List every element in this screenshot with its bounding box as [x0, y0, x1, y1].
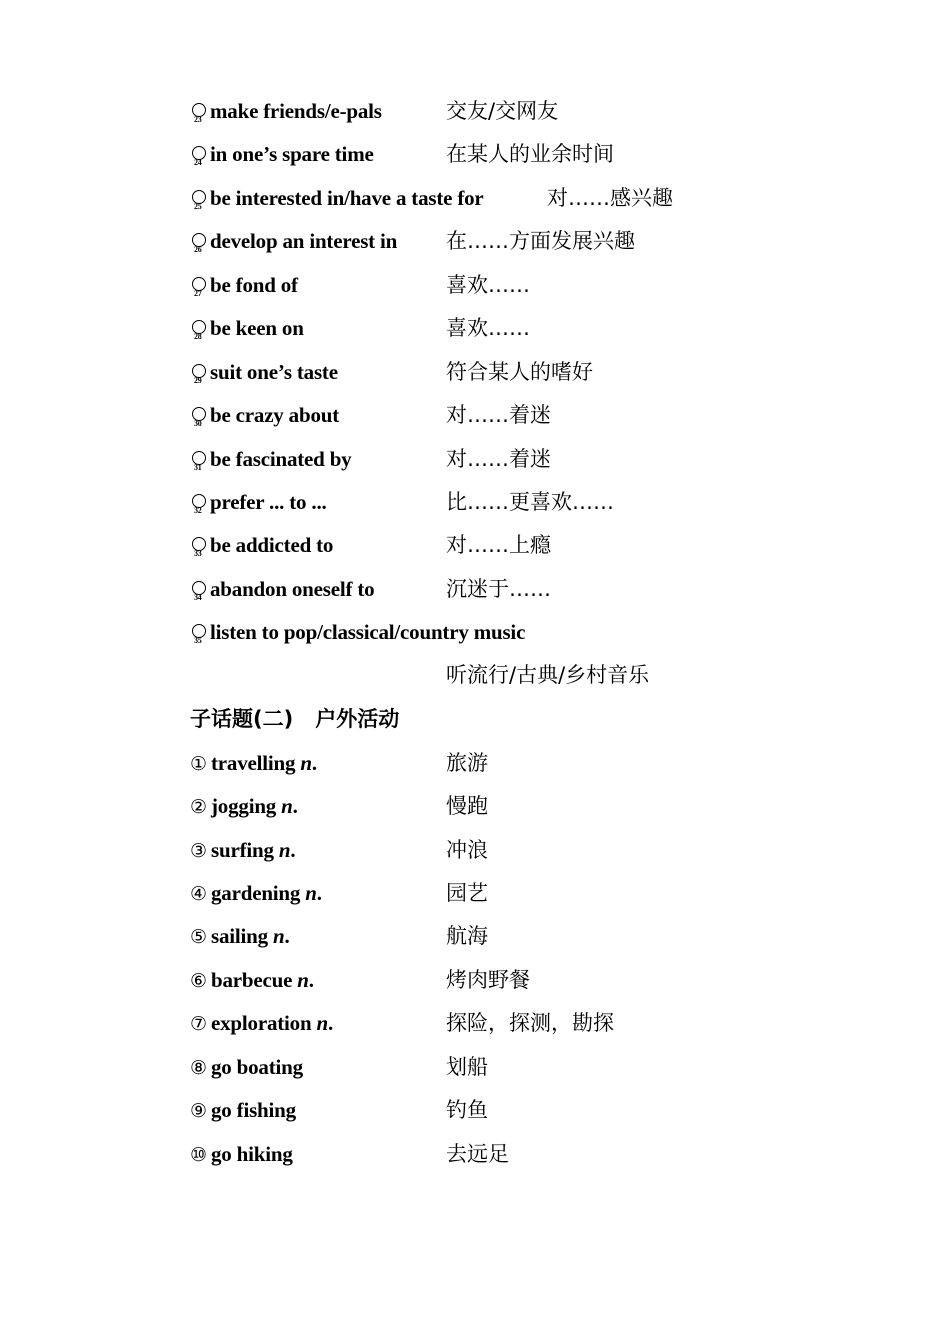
circle-number-icon: 24 [190, 140, 210, 168]
circled-number: ① [190, 753, 207, 775]
phrase-row [190, 314, 910, 344]
word-english: ⑥ barbecue n. [190, 966, 314, 995]
circle-number-icon: 29 [190, 358, 210, 386]
phrase-row-translation [190, 661, 910, 691]
subtopic-title: 户外活动 [315, 707, 400, 731]
word-english: ⑤ sailing n. [190, 922, 290, 951]
phrase-english: 31 be fascinated by [190, 445, 351, 473]
circled-number: ⑥ [190, 970, 207, 992]
circled-number: ⑩ [190, 1144, 207, 1166]
phrase-english: 27 be fond of [190, 271, 298, 299]
phrase-chinese: 喜欢…… [446, 316, 530, 340]
phrase-english: 23 make friends/e-pals [190, 97, 382, 125]
circle-number-icon: 33 [190, 531, 210, 559]
word-english: ③ surfing n. [190, 836, 295, 865]
circle-number-icon: 31 [190, 445, 210, 473]
phrase-row [190, 271, 910, 301]
word-chinese: 慢跑 [446, 794, 488, 818]
phrase-english: 29 suit one’s taste [190, 358, 338, 386]
word-row [190, 1053, 910, 1083]
circle-number-icon: 28 [190, 314, 210, 342]
subtopic-label: 子话题(二) [190, 707, 294, 731]
phrase-chinese: 喜欢…… [446, 273, 530, 297]
phrase-english: 34 abandon oneself to [190, 575, 374, 603]
phrase-chinese: 听流行/古典/乡村音乐 [446, 663, 650, 687]
word-chinese: 园艺 [446, 881, 488, 905]
phrase-chinese: 对……着迷 [446, 403, 551, 427]
word-english: ⑨ go fishing [190, 1096, 296, 1125]
circle-number-icon: 30 [190, 401, 210, 429]
circled-number: ③ [190, 840, 207, 862]
phrase-english: 30 be crazy about [190, 401, 339, 429]
word-english: ⑩ go hiking [190, 1140, 293, 1169]
circled-number: ② [190, 796, 207, 818]
phrase-row [190, 227, 910, 257]
phrase-row [190, 445, 910, 475]
phrase-chinese: 在某人的业余时间 [446, 142, 614, 166]
phrase-chinese: 交友/交网友 [446, 99, 559, 123]
word-row [190, 879, 910, 909]
phrase-english: 33 be addicted to [190, 531, 333, 559]
circle-number-icon: 34 [190, 575, 210, 603]
word-english: ⑧ go boating [190, 1053, 303, 1082]
word-chinese: 去远足 [446, 1142, 509, 1166]
phrase-chinese: 对……上瘾 [446, 533, 551, 557]
word-english: ① travelling n. [190, 749, 317, 778]
word-row [190, 792, 910, 822]
phrase-row [190, 531, 910, 561]
word-row [190, 922, 910, 952]
phrase-row [190, 488, 910, 518]
word-row [190, 749, 910, 779]
word-english: ② jogging n. [190, 792, 298, 821]
phrase-english: 32 prefer ... to ... [190, 488, 327, 516]
circle-number-icon: 35 [190, 618, 210, 646]
word-row [190, 1140, 910, 1170]
circled-number: ⑦ [190, 1013, 207, 1035]
phrase-chinese: 沉迷于…… [446, 577, 551, 601]
phrase-chinese: 比……更喜欢…… [446, 490, 614, 514]
word-english: ④ gardening n. [190, 879, 322, 908]
circle-number-icon: 23 [190, 97, 210, 125]
phrase-row [190, 618, 910, 648]
circled-number: ⑨ [190, 1100, 207, 1122]
word-chinese: 烤肉野餐 [446, 968, 530, 992]
word-chinese: 钓鱼 [446, 1098, 488, 1122]
phrase-chinese: 对……感兴趣 [547, 186, 673, 210]
circled-number: ④ [190, 883, 207, 905]
phrase-english: 24 in one’s spare time [190, 140, 374, 168]
phrase-english: 28 be keen on [190, 314, 304, 342]
circled-number: ⑤ [190, 926, 207, 948]
phrase-row [190, 140, 910, 170]
word-chinese: 探险，探测，勘探 [446, 1011, 614, 1035]
circled-number: ⑧ [190, 1057, 207, 1079]
phrase-english: 26 develop an interest in [190, 227, 397, 255]
phrase-chinese: 对……着迷 [446, 447, 551, 471]
word-english: ⑦ exploration n. [190, 1009, 333, 1038]
phrase-english: 35 listen to pop/classical/country music [190, 618, 525, 646]
phrase-row [190, 358, 910, 388]
phrase-chinese: 符合某人的嗜好 [446, 360, 593, 384]
word-chinese: 冲浪 [446, 838, 488, 862]
word-chinese: 旅游 [446, 751, 488, 775]
circle-number-icon: 27 [190, 271, 210, 299]
word-chinese: 航海 [446, 924, 488, 948]
phrase-english: 25 be interested in/have a taste for [190, 184, 484, 212]
phrase-row [190, 97, 910, 127]
phrase-row [190, 184, 910, 214]
circle-number-icon: 25 [190, 184, 210, 212]
circle-number-icon: 26 [190, 227, 210, 255]
word-chinese: 划船 [446, 1055, 488, 1079]
word-row [190, 966, 910, 996]
phrase-row [190, 401, 910, 431]
circle-number-icon: 32 [190, 488, 210, 516]
phrase-row [190, 575, 910, 605]
word-row [190, 1009, 910, 1039]
word-row [190, 1096, 910, 1126]
phrase-chinese: 在……方面发展兴趣 [446, 229, 635, 253]
word-row [190, 836, 910, 866]
subtopic-heading [190, 705, 399, 733]
